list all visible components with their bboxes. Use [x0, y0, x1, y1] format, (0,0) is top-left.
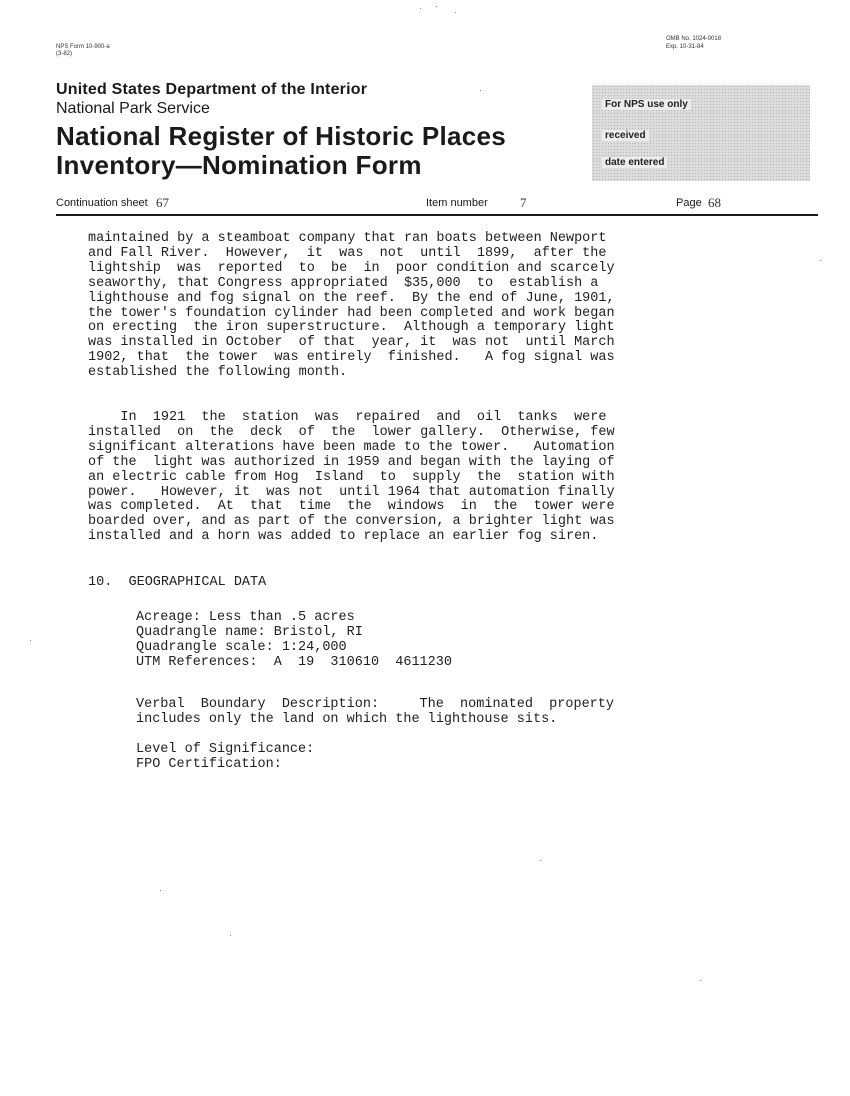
omb-number: OMB No. 1024-0018: [666, 36, 722, 42]
section-10-heading: 10. GEOGRAPHICAL DATA: [88, 575, 267, 590]
continuation-header: [56, 197, 816, 213]
scan-speck: [436, 6, 437, 7]
nps-use-only-box: [592, 85, 810, 181]
scan-speck: [230, 935, 231, 936]
scan-speck: [420, 8, 421, 9]
scan-speck: [820, 260, 821, 261]
service-name: National Park Service: [56, 100, 210, 117]
significance-certification: Level of Significance: FPO Certification:: [136, 742, 315, 772]
geographical-data-list: Acreage: Less than .5 acres Quadrangle name: Bristol, RI Quadrangle scale: 1:24,000 UTM References: A 19 310610 4611230: [136, 610, 452, 670]
scan-speck: [30, 640, 31, 641]
scan-speck: [160, 890, 161, 891]
omb-expiry: Exp. 10-31-84: [666, 44, 704, 50]
department-name: United States Department of the Interior: [56, 81, 368, 98]
nps-use-only-label: For NPS use only: [602, 99, 691, 110]
form-number: NPS Form 10-900-a: [56, 44, 110, 50]
scan-speck: [480, 90, 481, 91]
scan-speck: [540, 860, 541, 861]
form-date: (3-82): [56, 51, 73, 57]
continuation-sheet-value: 67: [156, 195, 169, 210]
date-entered-label: date entered: [602, 157, 667, 168]
page-number-value: 68: [708, 195, 721, 210]
body-paragraph-2: In 1921 the station was repaired and oil tanks were installed on the deck of the lower gallery. Otherwise, few significant alterations have been made to the tower. Automation of the light was authorized in 1959 and began with the laying of an electric cable from Hog Island to supply the station with power. However, it was not until 1964 that automation finally was completed. At that time the windows in the tower were boarded over, and as part of the conversion, a brighter light was installed and a horn was added to replace an earlier fog siren.: [88, 410, 615, 545]
header-rule: [56, 214, 818, 216]
form-title-line2: Inventory—Nomination Form: [56, 150, 422, 180]
page-label: Page: [676, 197, 702, 209]
verbal-boundary-description: Verbal Boundary Description: The nominated property includes only the land on which the lighthouse sits.: [136, 697, 614, 727]
form-identifier: [56, 44, 110, 58]
item-number-label: Item number: [426, 197, 488, 209]
received-label: received: [602, 130, 649, 141]
form-title-line1: National Register of Historic Places: [56, 121, 507, 151]
scan-speck: [700, 980, 701, 981]
body-paragraph-1: maintained by a steamboat company that ran boats between Newport and Fall River. However, it was not until 1899, after the lightship was reported to be in poor condition and scarcely seaworthy, that Congress appropriated $35,000 to establish a lighthouse and fog signal on the reef. By the end of June, 1901, the tower's foundation cylinder had been completed and work began on erecting the iron superstructure. Although a temporary light was installed in October of that year, it was not until March 1902, that the tower was entirely finished. A fog signal was established the following month.: [88, 231, 615, 381]
continuation-sheet-label: Continuation sheet: [56, 197, 148, 209]
item-number-value: 7: [520, 195, 527, 210]
scan-speck: [455, 12, 456, 13]
omb-identifier: [666, 35, 721, 51]
